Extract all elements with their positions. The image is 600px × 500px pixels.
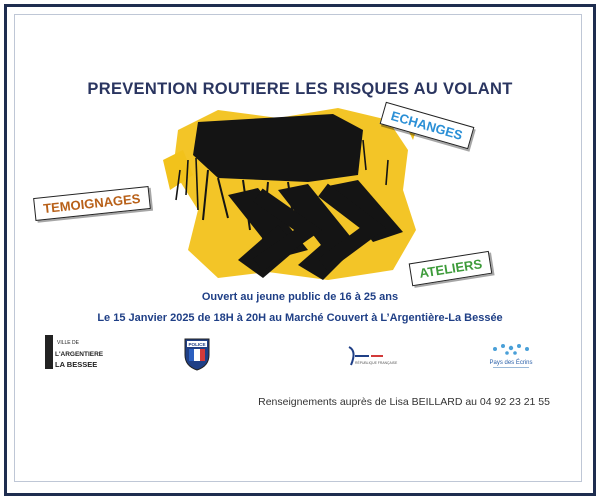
event-datetime-line: Le 15 Janvier 2025 de 18H à 20H au Marché Couvert à L’Argentière-La Bessée	[97, 312, 503, 324]
argentiere-logo-top-text: VILLE DE	[57, 340, 79, 346]
contact-info: Renseignements auprès de Lisa BEILLARD au 04 92 23 21 55	[258, 396, 550, 408]
poster-title: PREVENTION ROUTIERE LES RISQUES AU VOLANT	[87, 80, 513, 98]
police-badge-logo	[183, 335, 211, 371]
echanges-tag: ECHANGES	[380, 102, 474, 149]
road-chevron-artwork	[158, 100, 428, 285]
ministry-logo	[343, 343, 398, 373]
audience-line: Ouvert au jeune public de 16 à 25 ans	[201, 291, 399, 303]
pays-des-ecrins-logo	[481, 341, 541, 373]
temoignages-tag: TEMOIGNAGES	[33, 186, 150, 221]
argentiere-logo-name-text: L'ARGENTIERE	[55, 351, 104, 358]
pays-des-ecrins-logo-text: Pays des Écrins	[489, 360, 533, 366]
ministry-logo-text: RÉPUBLIQUE FRANÇAISE	[355, 361, 398, 365]
police-badge-text: POLICE	[188, 342, 206, 347]
argentiere-logo-bottom-text: LA BESSEE	[55, 360, 98, 369]
ateliers-tag: ATELIERS	[409, 251, 493, 286]
argentiere-town-logo	[43, 333, 104, 373]
